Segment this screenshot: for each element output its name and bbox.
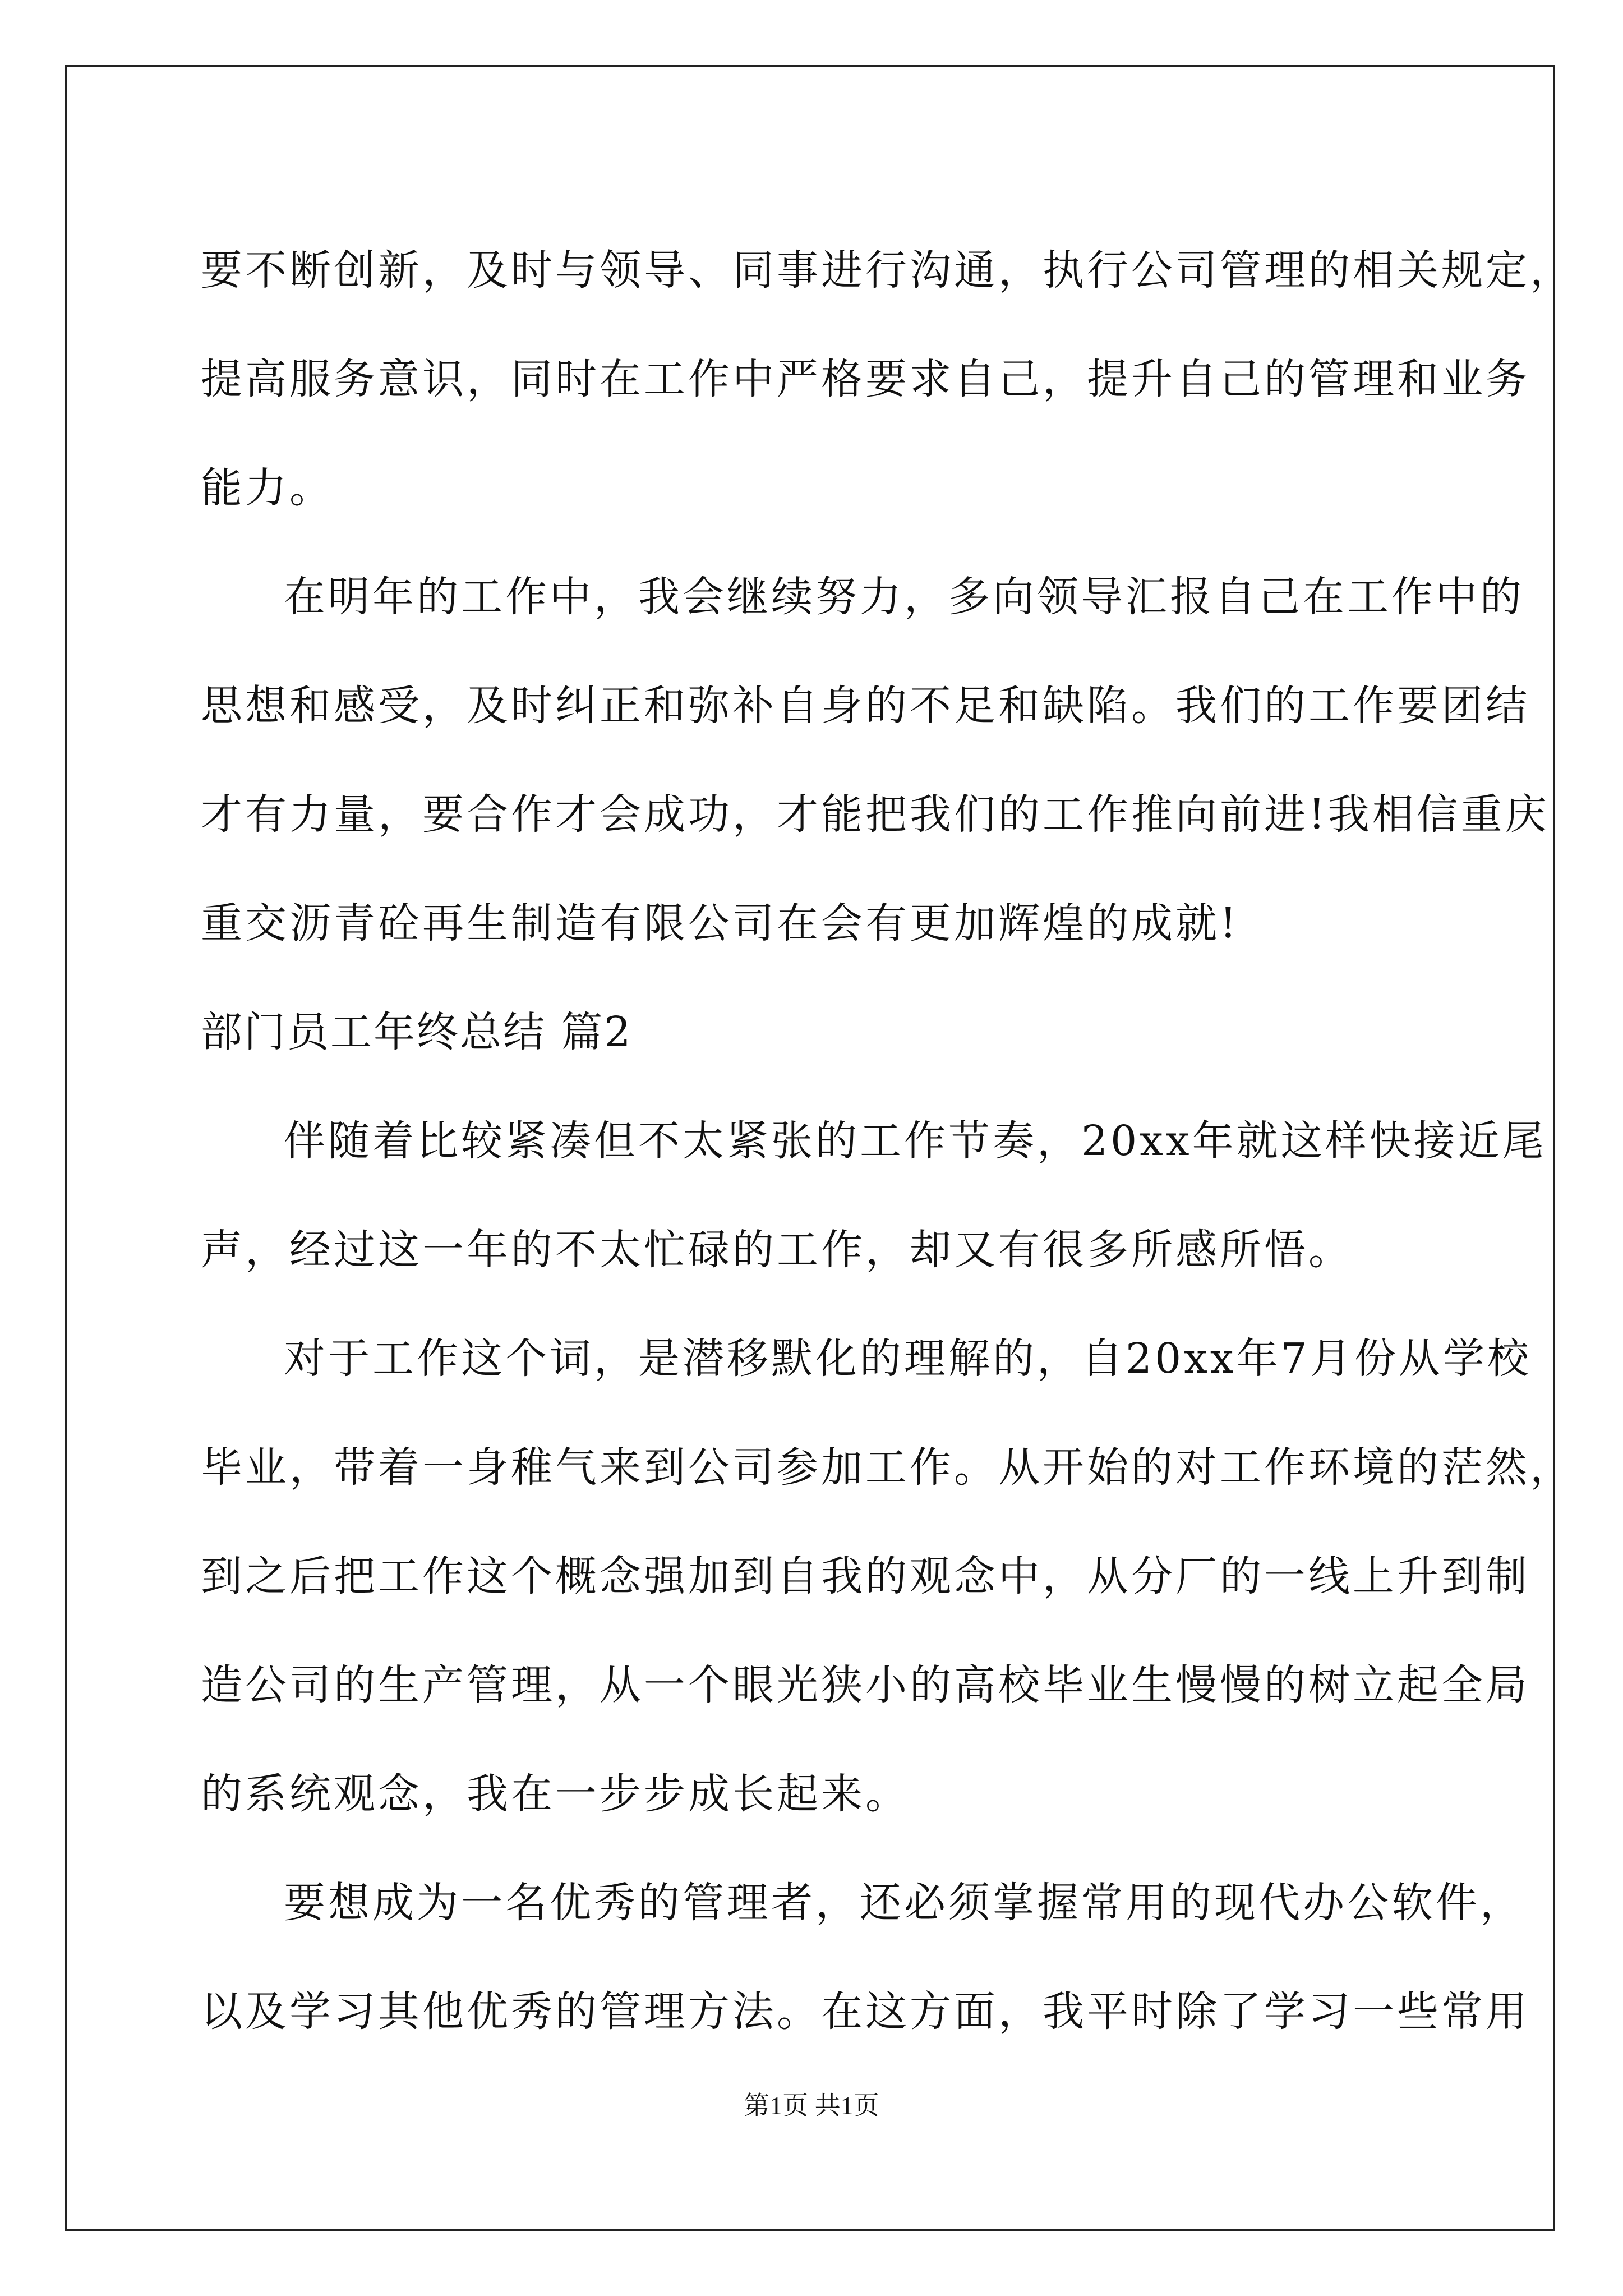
section-heading: 部门员工年终总结 篇2: [201, 1008, 633, 1056]
text-line: 要不断创新，及时与领导、同事进行沟通，执行公司管理的相关规定，: [201, 246, 1574, 295]
text-line: 在明年的工作中，我会继续努力，多向领导汇报自己在工作中的: [284, 573, 1524, 621]
text-line: 思想和感受，及时纠正和弥补自身的不足和缺陷。我们的工作要团结: [201, 682, 1530, 730]
text-line: 提高服务意识，同时在工作中严格要求自己，提升自己的管理和业务: [201, 355, 1530, 403]
text-line: 伴随着比较紧凑但不太紧张的工作节奏，20xx年就这样快接近尾: [284, 1117, 1547, 1165]
text-line: 声，经过这一年的不太忙碌的工作，却又有很多所感所悟。: [201, 1226, 1353, 1274]
text-line: 能力。: [201, 464, 334, 512]
text-line: 才有力量，要合作才会成功，才能把我们的工作推向前进!我相信重庆: [201, 790, 1550, 839]
text-line: 要想成为一名优秀的管理者，还必须掌握常用的现代办公软件，: [284, 1879, 1524, 1927]
text-line: 到之后把工作这个概念强加到自我的观念中，从分厂的一线上升到制: [201, 1552, 1530, 1600]
text-line: 以及学习其他优秀的管理方法。在这方面，我平时除了学习一些常用: [201, 1987, 1530, 2036]
text-line: 重交沥青砼再生制造有限公司在会有更加辉煌的成就!: [201, 899, 1239, 947]
text-line: 毕业，带着一身稚气来到公司参加工作。从开始的对工作环境的茫然，: [201, 1443, 1574, 1492]
text-line: 造公司的生产管理，从一个眼光狭小的高校毕业生慢慢的树立起全局: [201, 1661, 1530, 1709]
page-footer: 第1页 共1页: [744, 2091, 879, 2120]
document-body: [201, 216, 1574, 2066]
text-line: 对于工作这个词，是潜移默化的理解的，自20xx年7月份从学校: [284, 1335, 1532, 1383]
text-line: 的系统观念，我在一步步成长起来。: [201, 1770, 910, 1818]
